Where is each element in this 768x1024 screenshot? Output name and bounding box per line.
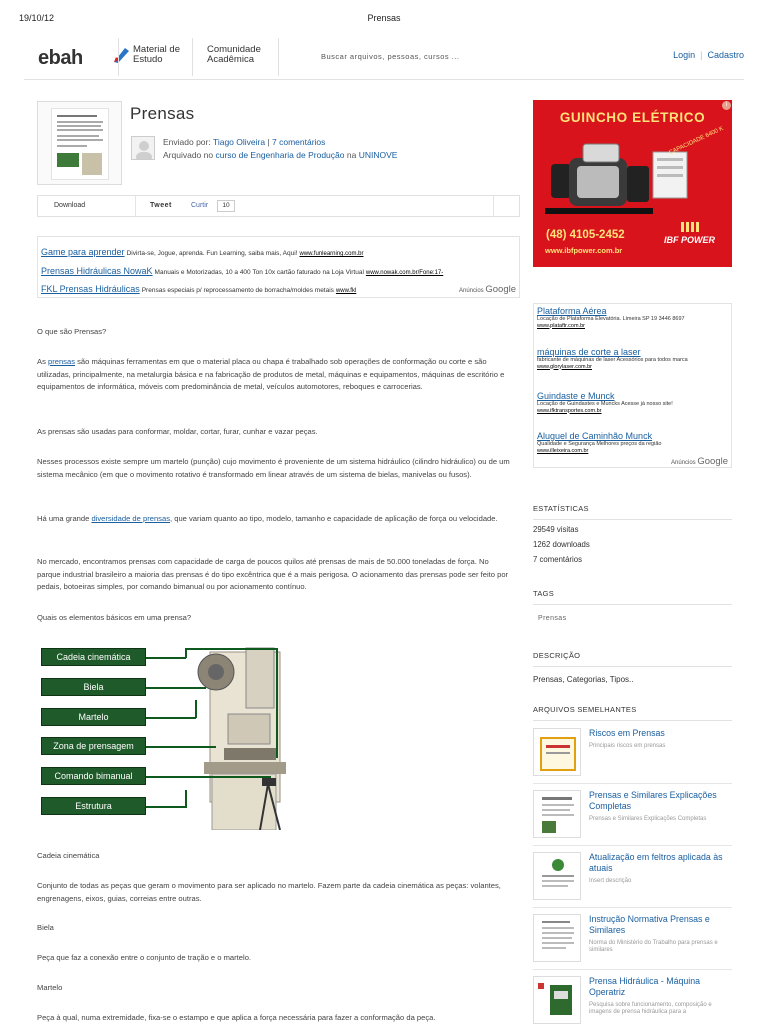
similar-desc: Pesquisa sobre funcionamento, composição e imagens de prensa hidráulica para a (589, 1002, 712, 1015)
similar-thumbnail[interactable] (533, 790, 581, 838)
side-ad-title[interactable]: Guindaste e Munck (537, 391, 615, 401)
banner-brand: IBF POWER (664, 235, 715, 245)
side-ad-url[interactable]: www.plataftr.com.br (537, 322, 585, 329)
paragraph (37, 356, 512, 394)
page-title: Prensas (130, 104, 195, 123)
guincho-banner-ad[interactable] (533, 100, 732, 267)
paragraph-text: são máquinas ferramentas em que o material placa ou chapa é trabalhado sob operações de conformação ou corte e são utilizadas, principalmente, na metalurgia básica e na fabricação de produtos de metal, máquinas e equipamentos, máquinas de escritório e equipamentos de informática, móveis com predominância de metal, veículos automotores, reboques e carrocerias. (37, 357, 505, 391)
prensas-link[interactable]: prensas (47, 357, 76, 366)
side-ad[interactable] (537, 306, 729, 330)
print-date: 19/10/12 (19, 13, 55, 23)
thumbnail-page (51, 108, 109, 180)
similar-thumbnail[interactable] (533, 852, 581, 900)
connector-line (146, 746, 216, 748)
side-ad[interactable] (537, 431, 729, 455)
ibf-logo-icon (679, 220, 705, 234)
paragraph: As prensas são usadas para conformar, moldar, cortar, furar, cunhar e vazar peças. (37, 427, 318, 436)
like-button[interactable]: Curtir (191, 202, 209, 209)
like-count: 10 (217, 200, 235, 212)
connector-line (146, 687, 206, 689)
similar-item[interactable] (533, 976, 732, 1024)
paragraph-text: , que variam quanto ao tipo, modelo, tamanho e capacidade de aplicação de força ou velocidade. (170, 514, 498, 523)
similar-item[interactable] (533, 852, 732, 908)
press-machine-illustration (168, 644, 308, 830)
paragraph: Peça à qual, numa extremidade, fixa-se o estampo e que aplica a força necessária para fazer a conformação da peça. (37, 1013, 436, 1022)
side-ad-desc: Locação de Plataforma Elevatória. Limeira SP 19 3446 8697 (537, 316, 685, 322)
course-link[interactable]: curso de Engenharia de Produção (215, 150, 345, 160)
similar-title[interactable]: Prensa Hidráulica - Máquina Operatriz (589, 976, 700, 997)
connector-line (185, 790, 187, 808)
author-avatar[interactable] (131, 136, 155, 160)
nav-label-line2: Acadêmica (207, 54, 254, 65)
connector-line (146, 717, 196, 719)
ad-links-box (37, 236, 520, 298)
archived-label: Arquivado no (163, 150, 214, 160)
user-silhouette-icon (132, 137, 155, 160)
stat-downloads: 1262 downloads (533, 540, 590, 549)
similar-title[interactable]: Atualização em feltros aplicada às atuais (589, 852, 723, 873)
tag-prensas[interactable]: Prensas (538, 615, 567, 622)
ad-row[interactable] (41, 242, 364, 260)
connector-line (146, 657, 186, 659)
toolbar-divider (135, 196, 136, 216)
label-martelo: Martelo (41, 708, 146, 726)
description-text: Prensas, Categorias, Tipos.. (533, 675, 634, 684)
auth-links (673, 50, 744, 60)
connector-line (276, 648, 278, 758)
label-comando-bimanual: Comando bimanual (41, 767, 146, 785)
side-ad-title[interactable]: Plataforma Aérea (537, 306, 607, 316)
comments-link[interactable]: 7 comentários (272, 137, 326, 147)
similar-thumbnail[interactable] (533, 728, 581, 776)
ad-title[interactable]: Prensas Hidráulicas NowaK (41, 266, 153, 276)
similar-title[interactable]: Prensas e Similares Explicações Completas (589, 790, 717, 811)
similar-title[interactable]: Riscos em Prensas (589, 728, 665, 738)
similar-desc: Prensas e Similares Explicações Completas (589, 816, 707, 822)
nav-divider (192, 38, 193, 76)
ad-url[interactable]: www.nowak.com.br/Fone:17- (365, 270, 444, 276)
nav-comunidade[interactable] (207, 45, 261, 65)
connector-line (185, 648, 277, 650)
connector-line (146, 806, 186, 808)
label-cadeia-cinematica: Cadeia cinemática (41, 648, 146, 666)
label-estrutura: Estrutura (41, 797, 146, 815)
paragraph: No mercado, encontramos prensas com capacidade de carga de poucos quilos até prensas de mais de 50.000 toneladas de força. No parque industrial brasileiro a maioria das prensas é do tipo excêntrica que é a mais perigosa. O acionamento das prensas pode ser feito por pedais, botoeiras simples, por comando bimanual ou por acionamento contínuo. (37, 557, 509, 591)
meta-archive-line (163, 150, 397, 160)
register-link[interactable]: Cadastro (707, 50, 744, 60)
label-zona-prensagem: Zona de prensagem (41, 737, 146, 755)
similar-desc: Insert descrição (589, 878, 632, 884)
print-title: Prensas (367, 13, 401, 23)
similar-item[interactable] (533, 728, 732, 784)
section-heading: Cadeia cinemática (37, 851, 100, 860)
ads-attribution[interactable] (456, 284, 516, 295)
document-thumbnail[interactable] (37, 101, 122, 185)
side-ad-links (533, 303, 732, 468)
author-link[interactable]: Tiago Oliveira (212, 137, 266, 147)
nav-material-estudo[interactable] (133, 45, 180, 65)
paragraph: Peça que faz a conexão entre o conjunto de tração e o martelo. (37, 953, 252, 962)
document-toolbar (37, 195, 520, 217)
paragraph-text: Há uma grande (37, 514, 92, 523)
ad-row[interactable] (41, 261, 443, 279)
similar-desc: Norma do Ministério do Trabalho para prensas e similares (589, 940, 718, 953)
at-label: na (346, 150, 357, 160)
banner-phone: (48) 4105-2452 (546, 229, 625, 241)
question-heading: O que são Prensas? (37, 327, 107, 336)
diversidade-link[interactable]: diversidade de prensas (91, 514, 170, 523)
close-icon[interactable]: i (722, 101, 731, 110)
nav-divider (118, 38, 119, 76)
ad-desc: Divirta-se, Jogue, aprenda. Fun Learning, saiba mais, Aqui! (126, 250, 298, 257)
ad-desc: Prensas especiais p/ reprocessamento de borracha/moldes metais (141, 287, 334, 294)
ad-title[interactable]: FKL Prensas Hidráulicas (41, 284, 140, 294)
side-ad-url[interactable]: www.illeixeira.com.br (537, 447, 589, 454)
ad-url[interactable]: www.fkl (335, 288, 357, 294)
connector-line (146, 776, 271, 778)
side-ad[interactable] (537, 391, 729, 415)
side-ad-desc: Qualidade e Segurança Melhores preços da região (537, 441, 662, 447)
nav-label-line1: Material de (133, 44, 180, 55)
toolbar-divider (493, 196, 494, 216)
similar-title[interactable]: Instrução Normativa Prensas e Similares (589, 914, 710, 935)
ads-attribution[interactable] (668, 456, 728, 467)
similar-thumbnail[interactable] (533, 976, 581, 1024)
similar-thumbnail[interactable] (533, 914, 581, 962)
paragraph: Nesses processos existe sempre um martelo (punção) cujo movimento é proveniente de um sistema hidráulico (cilindro hidráulico) ou de um sistema mecânico (em que o movimento rotativo é transformado em linear através de um sistema de bielas, manivelas ou fusos). (37, 457, 510, 479)
download-button[interactable]: Download (54, 202, 86, 209)
ad-row[interactable] (41, 279, 356, 297)
ad-url[interactable]: www.funlearning.com.br (299, 251, 364, 257)
ebah-logo[interactable]: ebah (38, 47, 83, 69)
question-heading: Quais os elementos básicos em uma prensa? (37, 613, 192, 622)
side-ad-title[interactable]: Aluguel de Caminhão Munck (537, 431, 653, 441)
search-input[interactable]: Buscar arquivos, pessoas, cursos ... (321, 52, 460, 61)
side-ad[interactable] (537, 347, 729, 371)
auth-separator: | (700, 50, 703, 60)
banner-url: www.ibfpower.com.br (545, 246, 623, 255)
stat-visits: 29549 visitas (533, 525, 579, 534)
login-link[interactable]: Login (673, 50, 696, 60)
side-ad-desc: fabricante de máquinas de laser Acessórios para todos marca (537, 357, 688, 363)
side-ad-desc: Locação de Guindastes e Muncks Acesse já nosso site! (537, 401, 673, 407)
similar-item[interactable] (533, 914, 732, 970)
tags-heading: TAGS (533, 589, 732, 605)
nav-divider (278, 38, 279, 76)
press-elements-figure (40, 640, 308, 830)
stats-heading: ESTATÍSTICAS (533, 504, 732, 520)
nav-label-line2: Estudo (133, 54, 163, 65)
side-ad-url[interactable]: www.ifktransportes.com.br (537, 407, 602, 414)
meta-author-line: Enviado por: Tiago Oliveira | 7 comentários (163, 137, 326, 147)
banner-capacity: CAPACIDADE 6400 K (668, 125, 725, 157)
ads-label: Anúncios (671, 460, 696, 466)
sent-by-label: Enviado por: (163, 137, 211, 147)
google-logo: Google (485, 284, 516, 295)
ad-desc: Manuais e Motorizadas, 10 a 400 Ton 10x cartão faturado na Loja Virtual (154, 269, 364, 276)
paragraph: Conjunto de todas as peças que geram o movimento para ser aplicado no martelo. Fazem parte da cadeia cinemática as peças: volantes, engrenagens, eixos, guias, correias entre outras. (37, 881, 501, 903)
connector-line (185, 650, 187, 658)
connector-line (195, 700, 197, 718)
similar-item[interactable] (533, 790, 732, 846)
institution-link[interactable]: UNINOVE (358, 150, 398, 160)
stat-comments: 7 comentários (533, 555, 582, 564)
paragraph-text: As (37, 357, 48, 366)
section-heading: Martelo (37, 983, 63, 992)
nav-label-line1: Comunidade (207, 44, 261, 55)
tweet-button[interactable]: Tweet (150, 202, 172, 209)
banner-headline: GUINCHO ELÉTRICO (559, 110, 706, 125)
ad-title[interactable]: Game para aprender (41, 247, 125, 257)
paragraph (37, 513, 512, 526)
label-biela: Biela (41, 678, 146, 696)
description-heading: DESCRIÇÃO (533, 651, 732, 667)
google-logo: Google (697, 456, 728, 467)
section-heading: Biela (37, 923, 54, 932)
similar-desc: Principais riscos em prensas (589, 743, 666, 749)
side-ad-title[interactable]: máquinas de corte a laser (537, 347, 641, 357)
logo-pencil-icon (112, 46, 130, 64)
side-ad-url[interactable]: www.glorylaser.com.br (537, 363, 593, 370)
ads-label: Anúncios (459, 288, 484, 294)
similar-heading: ARQUIVOS SEMELHANTES (533, 705, 732, 721)
site-header (24, 36, 744, 80)
